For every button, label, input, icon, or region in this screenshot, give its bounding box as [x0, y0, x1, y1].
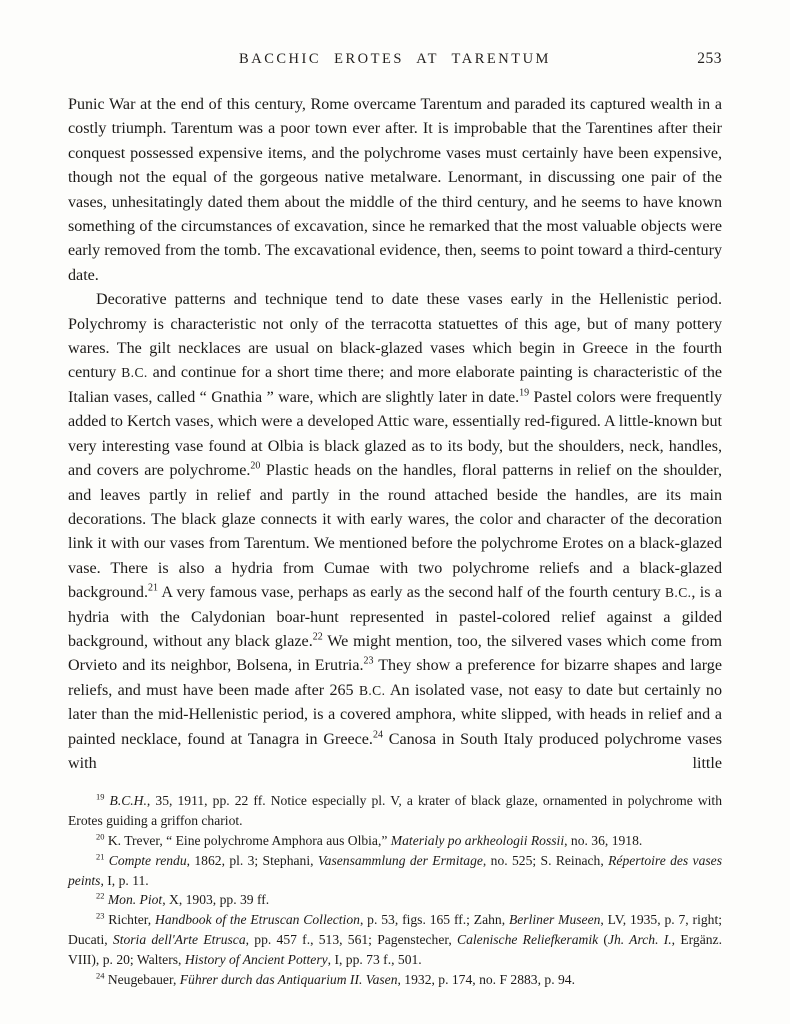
running-title: BACCHIC EROTES AT TARENTUM: [239, 51, 551, 67]
footnote-19: $^{19}$ B.C.H., 35, 1911, pp. 22 ff. Notice especially pl. V, a krater of black glaze, ornamented in polychrome with Erotes guiding a griffon chariot.: [68, 791, 722, 829]
body-text: [68, 93, 722, 776]
footnote-22: $^{22}$ Mon. Piot, X, 1903, pp. 39 ff.: [96, 890, 270, 908]
footnote-20: $^{20}$ K. Trever, “ Eine polychrome Amphora aus Olbia,” Materialy po arkheologii Rossii, no. 36, 1918.: [96, 831, 643, 848]
paragraph-1: Punic War at the end of this century, Rome overcame Tarentum and paraded its captured wealth in a costly triumph. Tarentum was a poor town ever after. It is improbable that the Tarentines after their conquest possessed expensive items, and the polychrome vases must certainly have been expensive, though not the equal of the gorgeous native metalware. Lenormant, in discussing one pair of the vases, unhesitatingly dated them about the middle of the third century, and he seems to have known something of the circumstances of excavation, since he remarked that the most valuable objects were early removed from the tomb. The excavational evidence, then, seems to point toward a third-century date.: [68, 96, 722, 284]
page-number: 253: [697, 50, 722, 67]
footnote-21: $^{21}$ Compte rendu, 1862, pl. 3; Stephani, Vasensammlung der Ermitage, no. 525; S. Reinach, Répertoire des vases peints, I, p. 11.: [68, 851, 722, 888]
footnote-24: $^{24}$ Neugebauer, Führer durch das Antiquarium II. Vasen, 1932, p. 174, no. F 2883, p. 94.: [96, 970, 575, 987]
paragraph-2: Decorative patterns and technique tend to date these vases early in the Hellenistic period. Polychromy is characteristic not only of the terracotta statuettes of this age, but of many pottery wares. The gilt necklaces are usual on black-glazed vases which begin in Greece in the fourth century B.C. and continue for a short time there; and more elaborate painting is characteristic of the Italian vases, called “ Gnathia ” ware, which are slightly later in date.$^{19}$ Pastel colors were frequently added to Kertch vases, which were a developed Attic ware, essentially red-figured. A little-known but very interesting vase found at Olbia is black glazed as to its body, but the shoulders, neck, handles, and covers are polychrome.$^{20}$ Plastic heads on the handles, floral patterns in relief on the shoulder, and leaves partly in relief and partly in the round attached beside the handles, are its main decorations. The black glaze connects it with early wares, the color and character of the decoration link it with our vases from Tarentum. We mentioned before the polychrome Erotes on a black-glazed vase. There is also a hydria from Cumae with two polychrome reliefs and a black-glazed background.$^{21}$ A very famous vase, perhaps as early as the second half of the fourth century B.C., is a hydria with the Calydonian boar-hunt represented in pastel-colored relief against a gilded background, without any black glaze.$^{22}$ We might mention, too, the silvered vases which come from Orvieto and its neighbor, Bolsena, in Erutria.$^{23}$ They show a preference for bizarre shapes and large reliefs, and must have been made after 265 B.C. An isolated vase, not easy to date but certainly no later than the mid-Hellenistic period, is a covered amphora, white slipped, with heads in relief and a painted necklace, found at Tanagra in Greece.$^{24}$ Canosa in South Italy produced polychrome vases with little: [68, 291, 723, 772]
page-header: [68, 50, 722, 68]
footnotes-section: [68, 791, 722, 989]
footnote-23: $^{23}$ Richter, Handbook of the Etruscan Collection, p. 53, figs. 165 ff.; Zahn, Berliner Museen, LV, 1935, p. 7, right; Ducati, Storia dell'Arte Etrusca, pp. 457 f., 513, 561; Pagenstecher, Calenische Reliefkeramik (Jh. Arch. I., Ergänz. VIII), p. 20; Walters, History of Ancient Pottery, I, pp. 73 f., 501.: [68, 910, 722, 967]
